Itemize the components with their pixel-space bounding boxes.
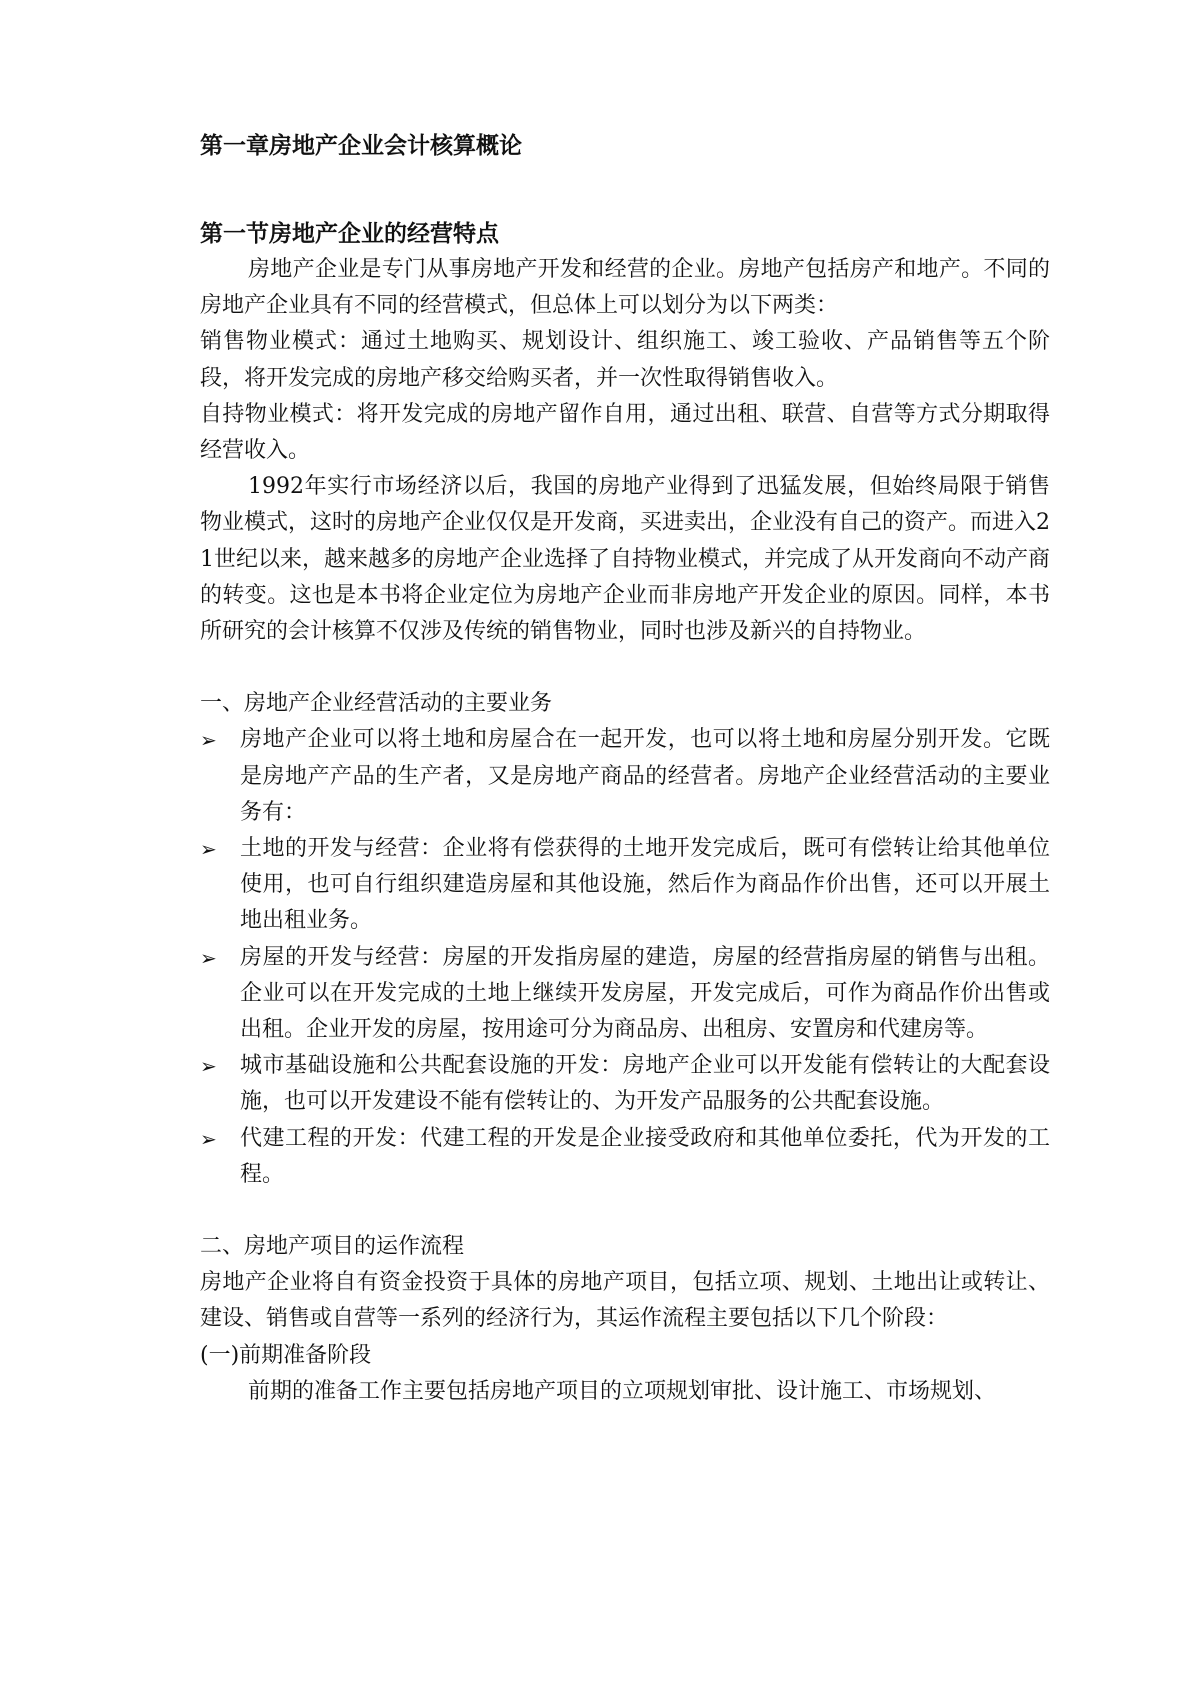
bullet-text: 土地的开发与经营：企业将有偿获得的土地开发完成后，既可有偿转让给其他单位使用，也可自行组织建造房屋和其他设施，然后作为商品作价出售，还可以开展土地出租业务。: [240, 836, 1050, 934]
document-body: [200, 128, 1050, 1410]
bullet-item: [200, 940, 1050, 1049]
bullet-item: [200, 722, 1050, 831]
arrow-bullet-icon: ➢: [200, 728, 217, 753]
business-bullet-list: [200, 722, 1050, 1193]
bullet-item: [200, 1048, 1050, 1120]
arrow-bullet-icon: ➢: [200, 1054, 217, 1079]
process-paragraph: 房地产企业将自有资金投资于具体的房地产项目，包括立项、规划、土地出让或转让、建设、销售或自营等一系列的经济行为，其运作流程主要包括以下几个阶段：: [200, 1270, 1050, 1332]
spacer: [200, 1193, 1050, 1229]
business-heading: 一、房地产企业经营活动的主要业务: [200, 691, 553, 717]
bullet-text: 房地产企业可以将土地和房屋合在一起开发，也可以将土地和房屋分别开发。它既是房地产产品的生产者，又是房地产商品的经营者。房地产企业经营活动的主要业务有：: [240, 727, 1050, 825]
mode-hold-paragraph: 自持物业模式：将开发完成的房地产留作自用，通过出租、联营、自营等方式分期取得经营收入。: [200, 401, 1050, 464]
process-heading: 二、房地产项目的运作流程: [200, 1234, 465, 1260]
mode-sales-paragraph: 销售物业模式：通过土地购买、规划设计、组织施工、竣工验收、产品销售等五个阶段，将开发完成的房地产移交给购买者，并一次性取得销售收入。: [200, 329, 1050, 391]
arrow-bullet-icon: ➢: [200, 837, 217, 862]
arrow-bullet-icon: ➢: [200, 945, 217, 970]
history-paragraph: 1992年实行市场经济以后，我国的房地产业得到了迅猛发展，但始终局限于销售物业模式，这时的房地产企业仅仅是开发商，买进卖出，企业没有自己的资产。而进入21世纪以来，越来越多的房地产企业选择了自持物业模式，并完成了从开发商向不动产商的转变。这也是本书将企业定位为房地产企业而非房地产开发企业的原因。同样，本书所研究的会计核算不仅涉及传统的销售物业，同时也涉及新兴的自持物业。: [200, 474, 1050, 645]
stage-one-paragraph: 前期的准备工作主要包括房地产项目的立项规划审批、设计施工、市场规划、: [248, 1378, 997, 1404]
stage-one-heading: (一)前期准备阶段: [200, 1342, 372, 1368]
bullet-text: 房屋的开发与经营：房屋的开发指房屋的建造，房屋的经营指房屋的销售与出租。企业可以在开发完成的土地上继续开发房屋，开发完成后，可作为商品作价出售或出租。企业开发的房屋，按用途可分为商品房、出租房、安置房和代建房等。: [240, 944, 1050, 1043]
bullet-text: 代建工程的开发：代建工程的开发是企业接受政府和其他单位委托，代为开发的工程。: [240, 1125, 1050, 1187]
arrow-bullet-icon: ➢: [200, 1126, 217, 1151]
bullet-item: [200, 1121, 1050, 1193]
spacer: [200, 650, 1050, 686]
bullet-text: 城市基础设施和公共配套设施的开发：房地产企业可以开发能有偿转让的大配套设施，也可以开发建设不能有偿转让的、为开发产品服务的公共配套设施。: [240, 1053, 1050, 1115]
intro-paragraph: 房地产企业是专门从事房地产开发和经营的企业。房地产包括房产和地产。不同的房地产企业具有不同的经营模式，但总体上可以划分为以下两类：: [200, 257, 1050, 319]
section-title: 第一节房地产企业的经营特点: [200, 221, 499, 247]
chapter-title: 第一章房地产企业会计核算概论: [200, 133, 522, 159]
bullet-item: [200, 831, 1050, 940]
